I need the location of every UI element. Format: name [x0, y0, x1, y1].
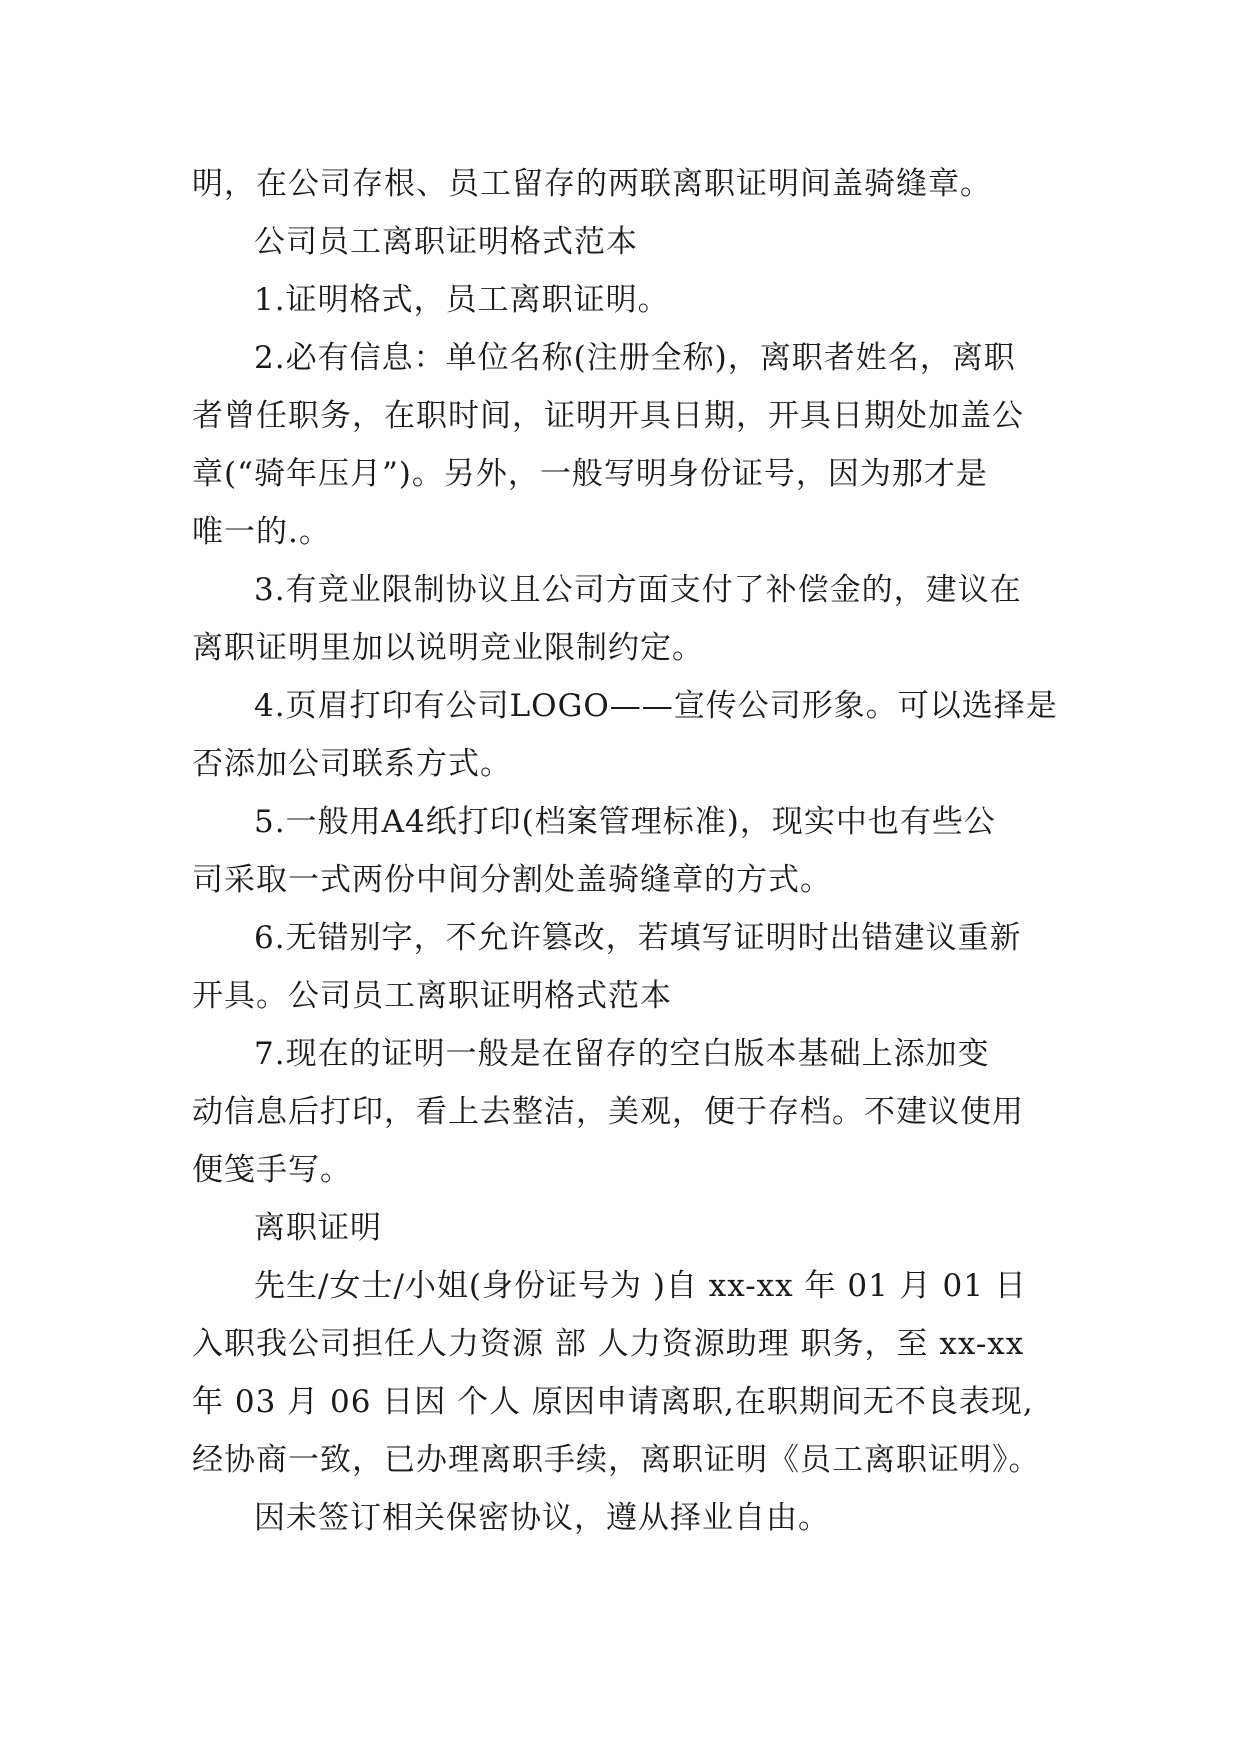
- list-item: 3.有竞业限制协议且公司方面支付了补偿金的，建议在: [254, 572, 1022, 608]
- text-line: 者曾任职务，在职时间，证明开具日期，开具日期处加盖公: [192, 398, 1024, 434]
- section-heading: 公司员工离职证明格式范本: [254, 224, 638, 260]
- certificate-text-line: 经协商一致，已办理离职手续，离职证明《员工离职证明》。: [192, 1442, 1041, 1478]
- list-item: 7.现在的证明一般是在留存的空白版本基础上添加变: [254, 1036, 990, 1072]
- text-line: 章(“骑年压月”)。另外，一般写明身份证号，因为那才是: [192, 456, 988, 492]
- document-body: [192, 155, 1062, 1547]
- text-line: 开具。公司员工离职证明格式范本: [192, 978, 672, 1014]
- text-line: 司采取一式两份中间分割处盖骑缝章的方式。: [192, 862, 832, 898]
- certificate-text-line: 年 03 月 06 日因 个人 原因申请离职,在职期间无不良表现,: [192, 1384, 1034, 1420]
- text-line: 明，在公司存根、员工留存的两联离职证明间盖骑缝章。: [192, 166, 992, 202]
- text-line: 便笺手写。: [192, 1152, 352, 1188]
- text-line: 唯一的.。: [192, 514, 331, 550]
- text-line: 动信息后打印，看上去整洁，美观，便于存档。不建议使用: [192, 1094, 1024, 1130]
- certificate-text-line: 先生/女士/小姐(身份证号为 )自 xx-xx 年 01 月 01 日: [254, 1268, 1027, 1304]
- text-line: 离职证明里加以说明竞业限制约定。: [192, 630, 704, 666]
- list-item: 4.页眉打印有公司LOGO——宣传公司形象。可以选择是: [254, 688, 1058, 724]
- certificate-title: 离职证明: [254, 1210, 382, 1246]
- certificate-text-line: 入职我公司担任人力资源 部 人力资源助理 职务，至 xx-xx: [192, 1326, 1025, 1362]
- certificate-text-line: 因未签订相关保密协议，遵从择业自由。: [254, 1500, 830, 1536]
- list-item: 6.无错别字，不允许篡改，若填写证明时出错建议重新: [254, 920, 1022, 956]
- list-item: 1.证明格式，员工离职证明。: [254, 282, 670, 318]
- list-item: 2.必有信息：单位名称(注册全称)，离职者姓名，离职: [254, 340, 1016, 376]
- list-item: 5.一般用A4纸打印(档案管理标准)，现实中也有些公: [254, 804, 996, 840]
- text-line: 否添加公司联系方式。: [192, 746, 512, 782]
